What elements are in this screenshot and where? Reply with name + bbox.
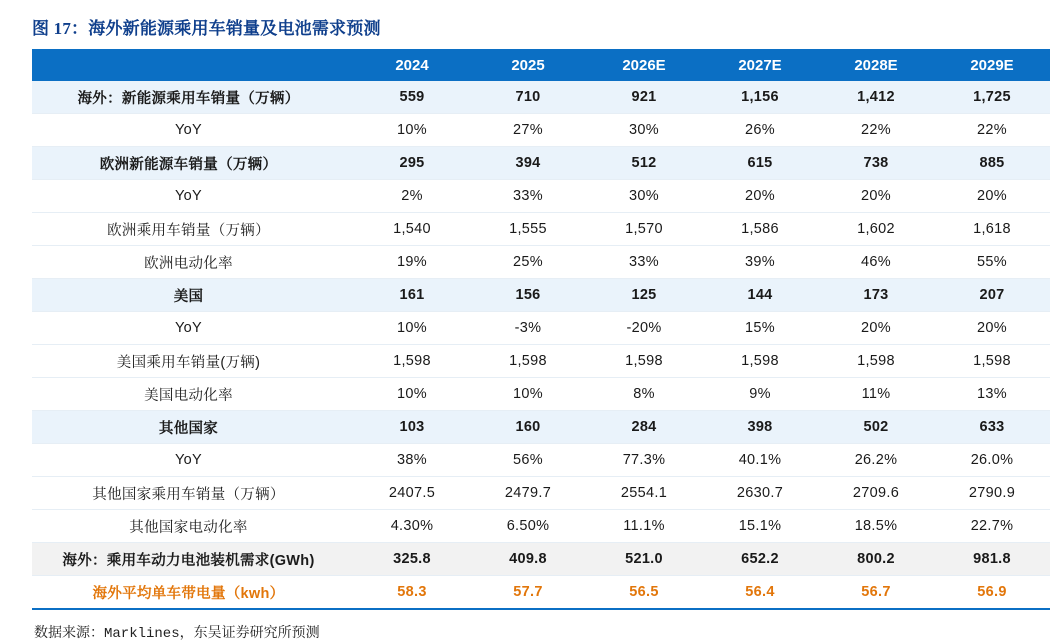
table-cell: 26% xyxy=(702,114,818,147)
table-cell: 10% xyxy=(354,114,470,147)
table-cell: 56% xyxy=(470,444,586,477)
table-cell: 1,586 xyxy=(702,213,818,246)
table-cell: 57.7 xyxy=(470,576,586,609)
table-cell: 156 xyxy=(470,279,586,312)
table-row xyxy=(32,147,1050,180)
table-cell: 615 xyxy=(702,147,818,180)
column-header-2029e: 2029E xyxy=(934,49,1050,81)
table-cell: 2407.5 xyxy=(354,477,470,510)
table-row xyxy=(32,180,1050,213)
column-header-2025: 2025 xyxy=(470,49,586,81)
table-cell: 26.0% xyxy=(934,444,1050,477)
table-cell: 710 xyxy=(470,81,586,114)
table-cell: 1,412 xyxy=(818,81,934,114)
table-cell: 40.1% xyxy=(702,444,818,477)
table-cell: 19% xyxy=(354,246,470,279)
table-cell: 885 xyxy=(934,147,1050,180)
table-cell: 30% xyxy=(586,114,702,147)
row-label: 欧洲电动化率 xyxy=(32,246,354,279)
table-header-row xyxy=(32,49,1050,81)
row-label: YoY xyxy=(32,180,354,213)
table-cell: 20% xyxy=(818,180,934,213)
table-cell: 38% xyxy=(354,444,470,477)
table-cell: 56.9 xyxy=(934,576,1050,609)
table-row xyxy=(32,312,1050,345)
table-cell: 13% xyxy=(934,378,1050,411)
table-cell: 1,555 xyxy=(470,213,586,246)
row-label: 其他国家电动化率 xyxy=(32,510,354,543)
table-row xyxy=(32,576,1050,609)
table-cell: 56.5 xyxy=(586,576,702,609)
table-row xyxy=(32,279,1050,312)
table-cell: 26.2% xyxy=(818,444,934,477)
table-cell: 738 xyxy=(818,147,934,180)
table-cell: 22% xyxy=(934,114,1050,147)
table-cell: 295 xyxy=(354,147,470,180)
table-cell: 33% xyxy=(470,180,586,213)
table-row xyxy=(32,510,1050,543)
table-cell: 652.2 xyxy=(702,543,818,576)
forecast-table xyxy=(32,49,1050,608)
table-cell: 144 xyxy=(702,279,818,312)
row-label: YoY xyxy=(32,312,354,345)
table-cell: 11.1% xyxy=(586,510,702,543)
table-row xyxy=(32,213,1050,246)
table-cell: 30% xyxy=(586,180,702,213)
table-cell: 11% xyxy=(818,378,934,411)
table-cell: 4.30% xyxy=(354,510,470,543)
row-label: 海外：新能源乘用车销量（万辆） xyxy=(32,81,354,114)
column-header-2028e: 2028E xyxy=(818,49,934,81)
table-cell: 20% xyxy=(934,180,1050,213)
table-cell: 512 xyxy=(586,147,702,180)
table-cell: 58.3 xyxy=(354,576,470,609)
table-cell: 1,598 xyxy=(354,345,470,378)
table-cell: -3% xyxy=(470,312,586,345)
table-row xyxy=(32,378,1050,411)
table-container xyxy=(32,49,1050,610)
table-cell: 33% xyxy=(586,246,702,279)
column-header-2024: 2024 xyxy=(354,49,470,81)
row-label: YoY xyxy=(32,114,354,147)
table-cell: 20% xyxy=(818,312,934,345)
table-row xyxy=(32,114,1050,147)
table-cell: 981.8 xyxy=(934,543,1050,576)
table-cell: 20% xyxy=(702,180,818,213)
table-cell: 1,725 xyxy=(934,81,1050,114)
table-cell: 161 xyxy=(354,279,470,312)
table-cell: 173 xyxy=(818,279,934,312)
table-cell: 9% xyxy=(702,378,818,411)
table-cell: 25% xyxy=(470,246,586,279)
table-cell: 2790.9 xyxy=(934,477,1050,510)
row-label: 其他国家乘用车销量（万辆） xyxy=(32,477,354,510)
table-cell: 1,598 xyxy=(470,345,586,378)
table-cell: 10% xyxy=(354,378,470,411)
table-row xyxy=(32,345,1050,378)
figure-title: 图 17：海外新能源乘用车销量及电池需求预测 xyxy=(32,19,381,38)
table-cell: 502 xyxy=(818,411,934,444)
table-cell: 921 xyxy=(586,81,702,114)
table-cell: 1,598 xyxy=(818,345,934,378)
table-cell: 398 xyxy=(702,411,818,444)
table-cell: 284 xyxy=(586,411,702,444)
table-row xyxy=(32,246,1050,279)
table-cell: 46% xyxy=(818,246,934,279)
table-cell: 2% xyxy=(354,180,470,213)
table-cell: 77.3% xyxy=(586,444,702,477)
table-cell: 8% xyxy=(586,378,702,411)
table-cell: 1,598 xyxy=(586,345,702,378)
table-row xyxy=(32,444,1050,477)
table-cell: 39% xyxy=(702,246,818,279)
table-cell: 325.8 xyxy=(354,543,470,576)
table-cell: 56.4 xyxy=(702,576,818,609)
table-cell: 6.50% xyxy=(470,510,586,543)
table-row xyxy=(32,411,1050,444)
table-row xyxy=(32,543,1050,576)
table-header xyxy=(32,49,1050,81)
table-cell: 27% xyxy=(470,114,586,147)
row-label: 海外：乘用车动力电池装机需求(GWh) xyxy=(32,543,354,576)
table-cell: 160 xyxy=(470,411,586,444)
row-label: 美国乘用车销量(万辆) xyxy=(32,345,354,378)
table-cell: 22.7% xyxy=(934,510,1050,543)
table-cell: 1,540 xyxy=(354,213,470,246)
table-cell: 633 xyxy=(934,411,1050,444)
table-cell: 22% xyxy=(818,114,934,147)
row-label: 其他国家 xyxy=(32,411,354,444)
table-cell: 56.7 xyxy=(818,576,934,609)
row-label: 欧洲新能源车销量（万辆） xyxy=(32,147,354,180)
table-cell: 1,570 xyxy=(586,213,702,246)
table-cell: 18.5% xyxy=(818,510,934,543)
source-note: 数据来源：Marklines，东吴证券研究所预测 xyxy=(34,626,320,642)
column-header-0 xyxy=(32,49,354,81)
table-body xyxy=(32,81,1050,608)
table-cell: 207 xyxy=(934,279,1050,312)
column-header-2027e: 2027E xyxy=(702,49,818,81)
table-cell: 15.1% xyxy=(702,510,818,543)
table-cell: -20% xyxy=(586,312,702,345)
table-cell: 15% xyxy=(702,312,818,345)
table-cell: 2630.7 xyxy=(702,477,818,510)
table-cell: 1,598 xyxy=(702,345,818,378)
table-cell: 2554.1 xyxy=(586,477,702,510)
table-row xyxy=(32,81,1050,114)
row-label: 美国电动化率 xyxy=(32,378,354,411)
table-cell: 409.8 xyxy=(470,543,586,576)
table-cell: 55% xyxy=(934,246,1050,279)
table-cell: 20% xyxy=(934,312,1050,345)
table-cell: 10% xyxy=(354,312,470,345)
row-label: 美国 xyxy=(32,279,354,312)
table-cell: 521.0 xyxy=(586,543,702,576)
table-cell: 1,598 xyxy=(934,345,1050,378)
table-cell: 559 xyxy=(354,81,470,114)
table-cell: 125 xyxy=(586,279,702,312)
column-header-2026e: 2026E xyxy=(586,49,702,81)
table-row xyxy=(32,477,1050,510)
table-cell: 1,618 xyxy=(934,213,1050,246)
table-cell: 2479.7 xyxy=(470,477,586,510)
table-cell: 1,602 xyxy=(818,213,934,246)
row-label: 欧洲乘用车销量（万辆） xyxy=(32,213,354,246)
table-cell: 103 xyxy=(354,411,470,444)
table-cell: 800.2 xyxy=(818,543,934,576)
row-label: YoY xyxy=(32,444,354,477)
table-cell: 1,156 xyxy=(702,81,818,114)
table-cell: 394 xyxy=(470,147,586,180)
table-cell: 10% xyxy=(470,378,586,411)
row-label: 海外平均单车带电量（kwh） xyxy=(32,576,354,609)
table-cell: 2709.6 xyxy=(818,477,934,510)
